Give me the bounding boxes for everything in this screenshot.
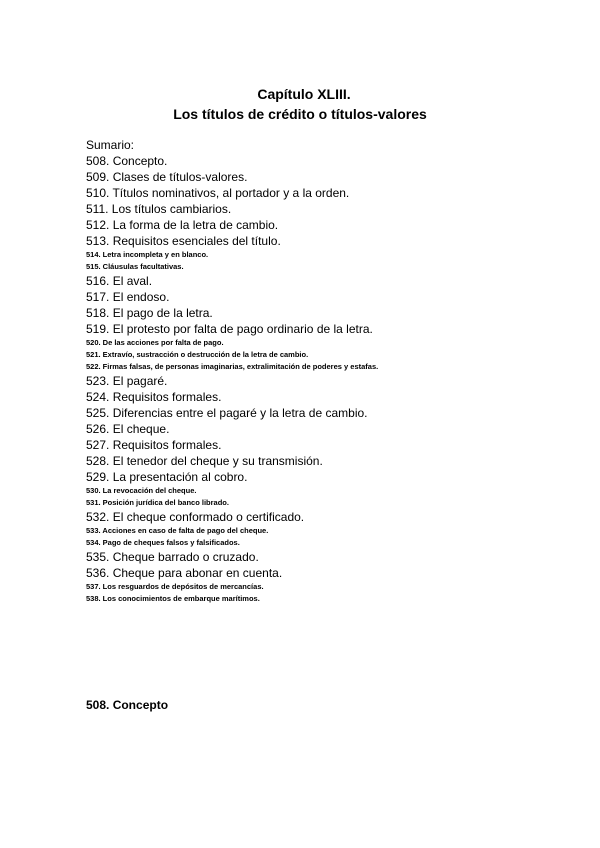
summary-item: 529. La presentación al cobro. — [86, 470, 248, 484]
section-heading: 508. Concepto — [86, 698, 169, 712]
summary-item: 525. Diferencias entre el pagaré y la letra de cambio. — [86, 406, 368, 420]
summary-item: 537. Los resguardos de depósitos de mercancías. — [86, 582, 264, 591]
summary-item: 517. El endoso. — [86, 290, 170, 304]
summary-item: 526. El cheque. — [86, 422, 170, 436]
summary-item: 522. Firmas falsas, de personas imaginarias, extralimitación de poderes y estafas. — [86, 362, 379, 371]
summary-item: 538. Los conocimientos de embarque marítimos. — [86, 594, 260, 603]
summary-item: 533. Acciones en caso de falta de pago del cheque. — [86, 526, 269, 535]
summary-item: 527. Requisitos formales. — [86, 438, 222, 452]
chapter-header — [0, 84, 600, 124]
summary-item: 523. El pagaré. — [86, 374, 168, 388]
summary-item: 510. Títulos nominativos, al portador y a la orden. — [86, 186, 350, 200]
summary-item: 515. Cláusulas facultativas. — [86, 262, 184, 271]
chapter-number: Capítulo XLIII. — [257, 86, 351, 102]
summary-item: 532. El cheque conformado o certificado. — [86, 510, 305, 524]
summary-label: Sumario: — [86, 138, 135, 152]
summary-item: 512. La forma de la letra de cambio. — [86, 218, 279, 232]
summary-item: 535. Cheque barrado o cruzado. — [86, 550, 259, 564]
summary-item: 531. Posición jurídica del banco librado. — [86, 498, 229, 507]
summary-item: 513. Requisitos esenciales del título. — [86, 234, 281, 248]
summary-item: 519. El protesto por falta de pago ordinario de la letra. — [86, 322, 373, 336]
summary — [86, 137, 586, 605]
summary-item: 524. Requisitos formales. — [86, 390, 222, 404]
summary-item: 521. Extravío, sustracción o destrucción de la letra de cambio. — [86, 350, 309, 359]
chapter-title: Los títulos de crédito o títulos-valores — [173, 106, 427, 122]
summary-item: 530. La revocación del cheque. — [86, 486, 197, 495]
summary-item: 516. El aval. — [86, 274, 153, 288]
summary-item: 508. Concepto. — [86, 154, 168, 168]
summary-list — [86, 153, 586, 605]
summary-item: 514. Letra incompleta y en blanco. — [86, 250, 209, 259]
summary-item: 518. El pago de la letra. — [86, 306, 213, 320]
summary-item: 520. De las acciones por falta de pago. — [86, 338, 224, 347]
summary-item: 536. Cheque para abonar en cuenta. — [86, 566, 283, 580]
summary-item: 509. Clases de títulos-valores. — [86, 170, 248, 184]
summary-item: 511. Los títulos cambiarios. — [86, 202, 232, 216]
summary-item: 528. El tenedor del cheque y su transmisión. — [86, 454, 323, 468]
summary-item: 534. Pago de cheques falsos y falsificados. — [86, 538, 240, 547]
